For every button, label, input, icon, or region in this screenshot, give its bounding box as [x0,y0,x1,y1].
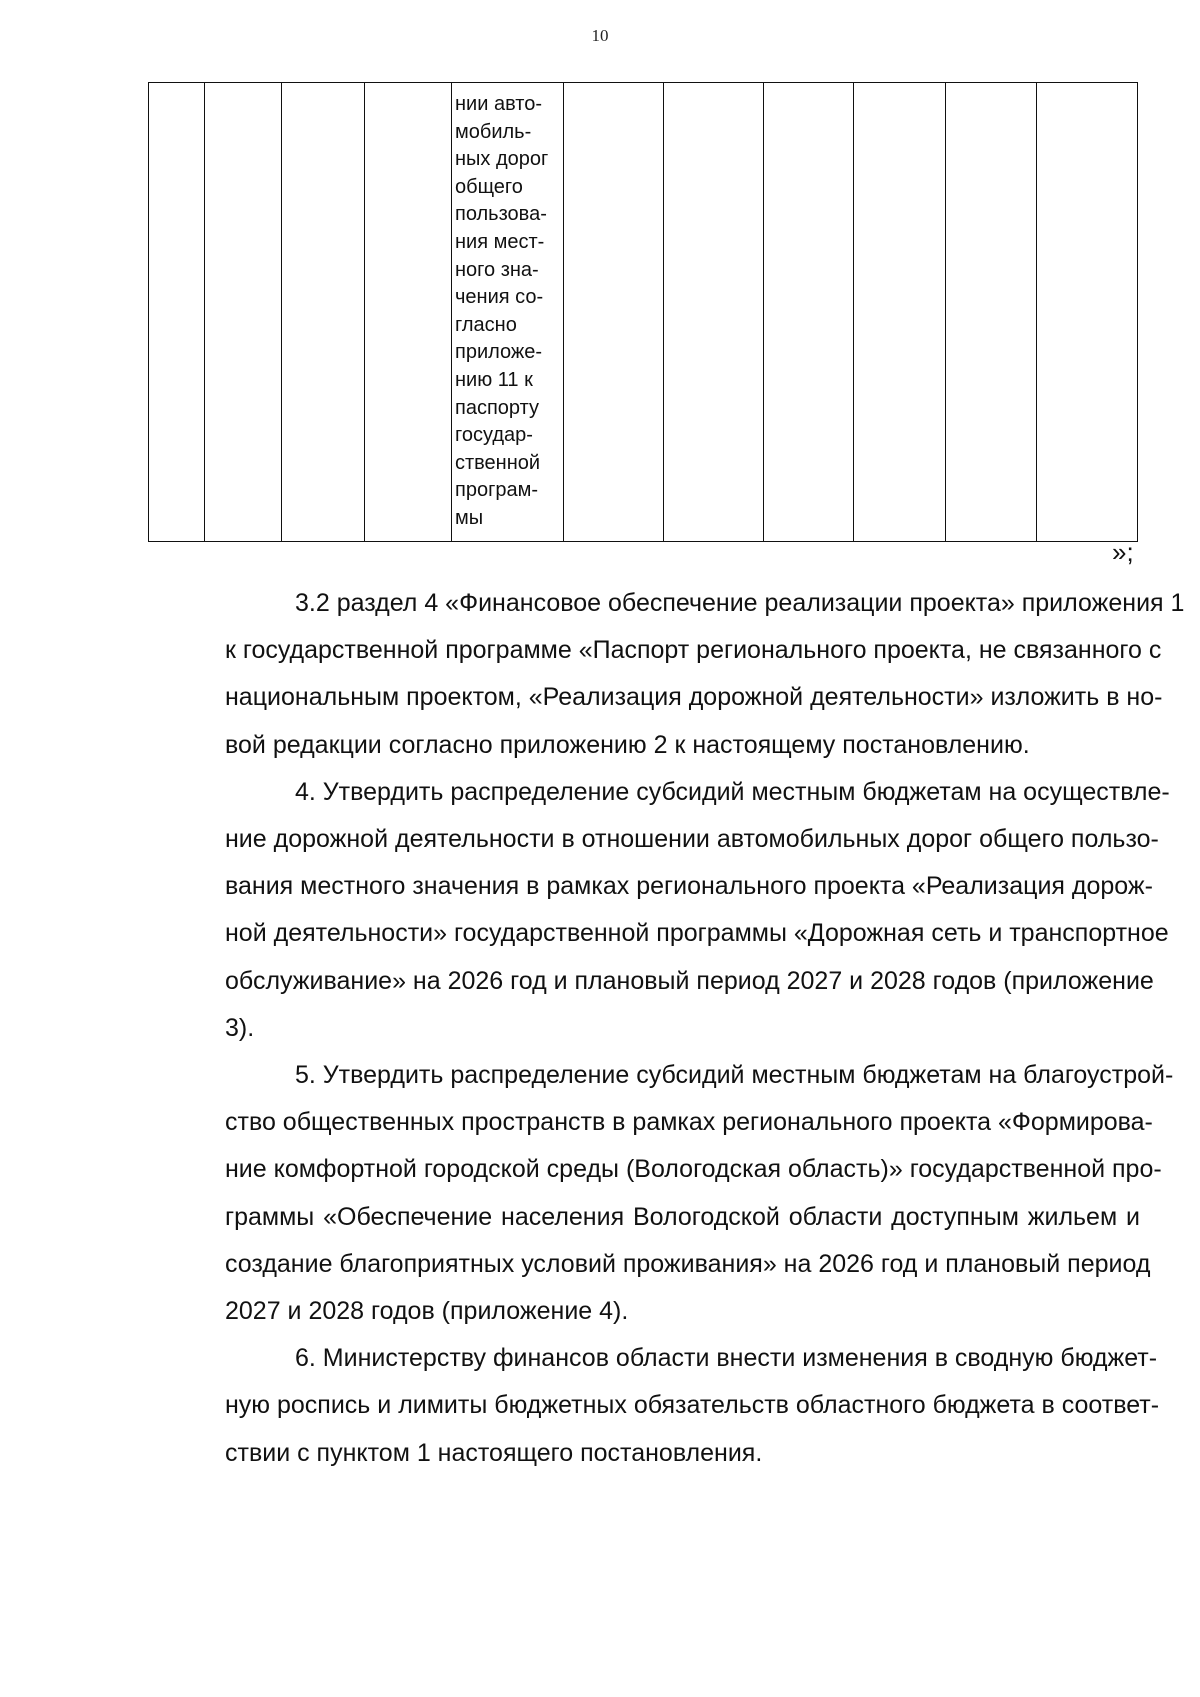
text-line: ство общественных пространств в рамках регионального проекта «Формирова- [225,1108,1153,1137]
table [148,82,1138,542]
table-cell [149,83,205,542]
cell-line: ных дорог [455,148,549,171]
text-line: национальным проектом, «Реализация дорожной деятельности» изложить в но- [225,683,1163,712]
cell-line: мы [455,506,484,529]
cell-line: ния мест- [455,230,545,253]
table-cell [1037,83,1138,542]
table-cell [764,83,854,542]
table-cell [282,83,365,542]
cell-line: государ- [455,424,533,447]
text-line: 5. Утвердить распределение субсидий местным бюджетам на благоустрой- [295,1061,1174,1090]
table-cell [365,83,452,542]
text-line: 3.2 раздел 4 «Финансовое обеспечение реализации проекта» приложения 1 [295,589,1185,617]
text-line: к государственной программе «Паспорт регионального проекта, не связанного с [225,636,1162,665]
cell-line: гласно [455,313,517,336]
text-line: ную роспись и лимиты бюджетных обязательств областного бюджета в соответ- [225,1391,1160,1420]
text-line: создание благоприятных условий проживания» на 2026 год и плановый период [225,1249,1151,1278]
continuation-table [148,82,1137,542]
document-body [155,580,1185,1477]
table-cell [205,83,282,542]
text-line: вания местного значения в рамках регионального проекта «Реализация дорож- [225,872,1153,901]
cell-line: програм- [455,479,539,502]
text-line: ние дорожной деятельности в отношении автомобильных дорог общего пользо- [225,825,1159,854]
cell-line: чения со- [455,286,544,309]
text-line: ной деятельности» государственной программы «Дорожная сеть и транспортное [225,919,1169,948]
text-line: обслуживание» на 2026 год и плановый период 2027 и 2028 годов (приложение [225,966,1154,995]
text-line: 4. Утвердить распределение субсидий местным бюджетам на осуществле- [295,777,1170,806]
closing-quote: »; [1112,537,1134,567]
paragraph-3-2 [155,580,1185,769]
cell-line: приложе- [455,341,543,364]
text-line: 2027 и 2028 годов (приложение 4). [225,1297,629,1326]
text-line: 3). [225,1013,255,1042]
table-cell [854,83,946,542]
table-row [149,83,1138,542]
table-cell [664,83,764,542]
paragraph-5 [155,1052,1174,1335]
cell-line: нию 11 к [455,368,533,391]
table-cell-description [452,83,564,542]
cell-line: ственной [455,451,541,474]
cell-line: мобиль- [455,120,532,143]
text-line: граммы «Обеспечение населения Вологодской области доступным жильем и [225,1202,1140,1231]
paragraph-4 [155,769,1170,1052]
cell-line: ного зна- [455,258,539,281]
table-cell [564,83,664,542]
text-line: 6. Министерству финансов области внести изменения в сводную бюджет- [295,1344,1158,1373]
paragraph-6 [155,1335,1160,1477]
cell-line: общего [455,175,523,198]
text-line: вой редакции согласно приложению 2 к настоящему постановлению. [225,730,1030,759]
text-line: ние комфортной городской среды (Вологодская область)» государственной про- [225,1155,1162,1184]
cell-line: пользова- [455,203,547,226]
cell-line: нии авто- [455,93,542,115]
table-cell [946,83,1037,542]
page-number: 10 [591,26,609,45]
cell-line: паспорту [455,396,539,419]
text-line: ствии с пунктом 1 настоящего постановления. [225,1438,763,1467]
